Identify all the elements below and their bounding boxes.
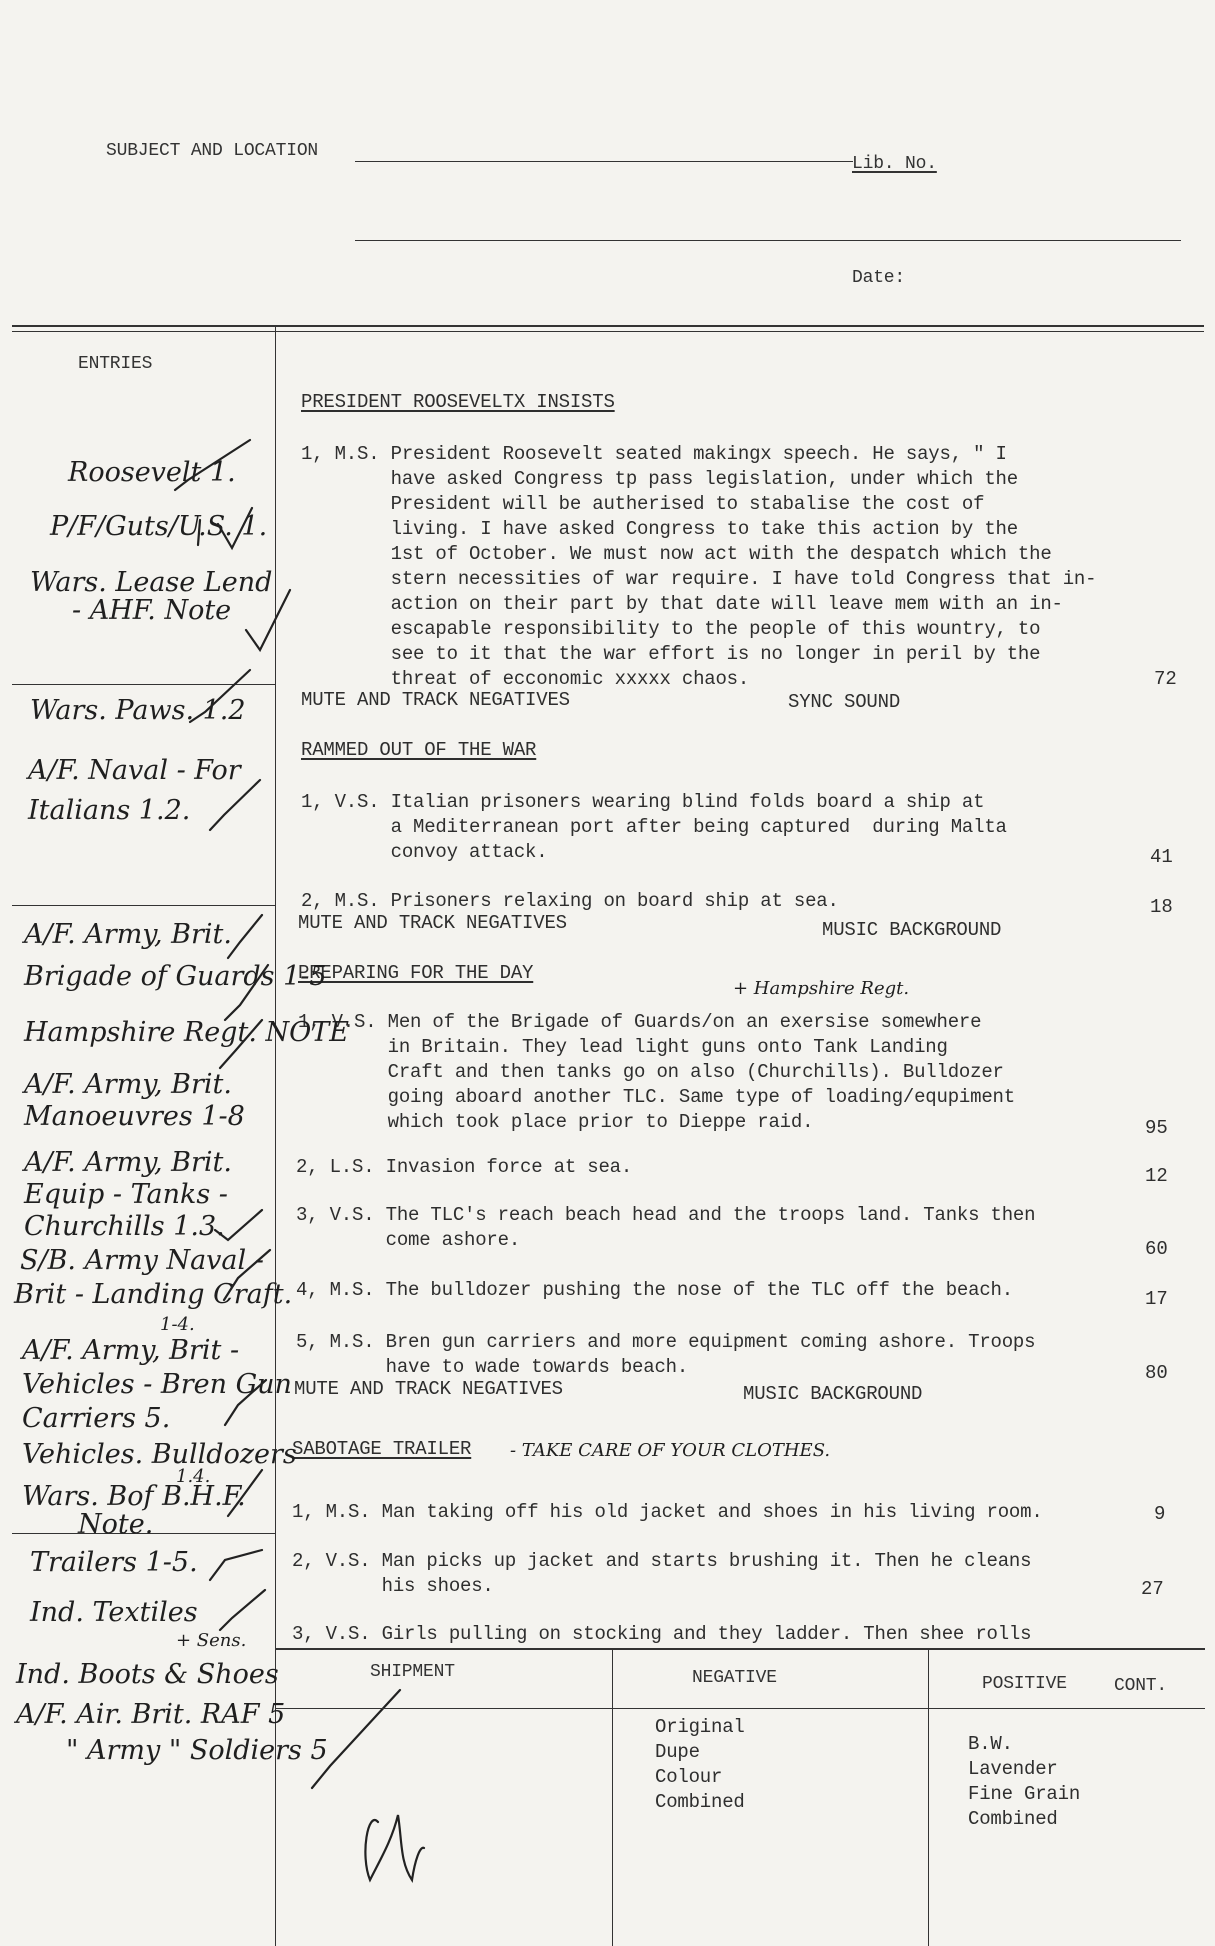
handwritten-insert: + Hampshire Regt. (733, 978, 910, 999)
handwritten-entry: Manoeuvres 1-8 (24, 1101, 245, 1132)
handwritten-entry: Trailers 1-5. (30, 1547, 198, 1578)
story-title-president-roosevelt: PRESIDENT ROOSEVELTX INSISTS (301, 391, 615, 413)
sound-label: MUSIC BACKGROUND (743, 1383, 923, 1405)
handwritten-entry: " Army " Soldiers 5 (66, 1735, 328, 1766)
handwritten-entry: 1-4. (160, 1314, 195, 1335)
negative-label: NEGATIVE (692, 1668, 777, 1688)
shipment-label: SHIPMENT (370, 1662, 455, 1682)
handwritten-entry: A/F. Army, Brit - (22, 1335, 240, 1366)
story-4-shot-3: 3, V.S. Girls pulling on stocking and they ladder. Then shee rolls (292, 1623, 1032, 1645)
footage-count: 18 (1150, 896, 1173, 918)
cont-label: CONT. (1114, 1676, 1168, 1696)
handwritten-entry: A/F. Naval - For (28, 755, 241, 786)
footage-count: 27 (1141, 1578, 1164, 1600)
tick-mark (175, 440, 250, 490)
handwritten-entry: Ind. Textiles (30, 1597, 198, 1628)
handwritten-entry: Wars. Paws. 1.2 (30, 695, 246, 726)
entries-label: ENTRIES (78, 354, 153, 374)
tick-mark (210, 1550, 262, 1580)
tick-mark (215, 1210, 262, 1240)
tick-mark (228, 1470, 262, 1516)
sound-type: MUTE AND TRACK NEGATIVES (301, 689, 570, 711)
positive-option: Lavender (968, 1758, 1058, 1780)
handwritten-entry: Brigade of Guards 1-5 (24, 961, 327, 992)
handwritten-annotation: - TAKE CARE OF YOUR CLOTHES. (510, 1440, 831, 1461)
handwritten-entry: Wars. Bof B.H.F. (22, 1481, 246, 1512)
story-title-rammed-out: RAMMED OUT OF THE WAR (301, 739, 537, 761)
sound-type: MUTE AND TRACK NEGATIVES (294, 1378, 563, 1400)
handwritten-entry: A/F. Army, Brit. (24, 1147, 232, 1178)
negative-option: Dupe (655, 1741, 700, 1763)
handwritten-entry: Italians 1.2. (28, 795, 191, 826)
handwritten-entry: P/F/Guts/U.S. 1. (50, 511, 268, 542)
positive-option: Fine Grain (968, 1783, 1081, 1805)
handwritten-entry: A/F. Army, Brit. (24, 919, 232, 950)
tick-mark (190, 670, 250, 722)
tick-mark (224, 1250, 270, 1300)
handwritten-entry: A/F. Air. Brit. RAF 5 (16, 1699, 286, 1730)
sound-label: MUSIC BACKGROUND (822, 919, 1002, 941)
handwritten-entry: Hampshire Regt. NOTE (24, 1017, 349, 1048)
footage-count: 72 (1154, 668, 1177, 690)
tick-mark (228, 915, 262, 958)
footage-count: 9 (1154, 1503, 1166, 1525)
footer-divider (928, 1648, 929, 1946)
tick-mark (225, 1380, 266, 1425)
footage-count: 12 (1145, 1165, 1168, 1187)
story-3-shot-2: 2, L.S. Invasion force at sea. (296, 1156, 633, 1178)
handwritten-entry: Brit - Landing Craft. (14, 1279, 293, 1310)
handwritten-entry: Churchills 1.3. (24, 1211, 225, 1242)
subject-location-label: SUBJECT AND LOCATION (106, 141, 319, 161)
footage-count: 17 (1145, 1288, 1168, 1310)
positive-option: Combined (968, 1808, 1058, 1830)
footage-count: 95 (1145, 1117, 1168, 1139)
tick-mark (246, 590, 290, 650)
tick-mark (218, 508, 252, 548)
handwritten-entry: A/F. Army, Brit. (24, 1069, 232, 1100)
handwritten-entry: Equip - Tanks - (24, 1179, 228, 1210)
footage-count: 80 (1145, 1362, 1168, 1384)
tick-mark (220, 1020, 262, 1068)
initials-mark (365, 1815, 424, 1880)
handwritten-entry: Note. (78, 1509, 154, 1540)
story-title-sabotage: SABOTAGE TRAILER (292, 1438, 472, 1460)
story-title-preparing: PREPARING FOR THE DAY (298, 962, 534, 984)
handwritten-entry: + Sens. (176, 1630, 247, 1651)
footer-header-rule (275, 1708, 1205, 1709)
handwritten-entry: Carriers 5. (22, 1403, 171, 1434)
handwritten-entry: Ind. Boots & Shoes (16, 1659, 279, 1690)
lib-no-label: Lib. No. (852, 154, 937, 174)
handwritten-entry: 1.4. (176, 1466, 211, 1487)
tick-mark (220, 1590, 265, 1630)
story-2-shot-2: 2, M.S. Prisoners relaxing on board ship at sea. (301, 890, 839, 912)
handwritten-entry: Vehicles - Bren Gun (22, 1369, 292, 1400)
footer-divider (612, 1648, 613, 1946)
date-label: Date: (852, 268, 906, 288)
tick-mark (210, 780, 260, 830)
handwritten-entry: Vehicles. Bulldozers (22, 1439, 297, 1470)
handwritten-entry: - AHF. Note (72, 595, 232, 626)
handwritten-entry: S/B. Army Naval - (20, 1245, 264, 1276)
tick-mark (225, 965, 268, 1020)
footage-count: 60 (1145, 1238, 1168, 1260)
sound-type: MUTE AND TRACK NEGATIVES (298, 912, 567, 934)
tick-mark (312, 1690, 400, 1788)
story-4-shot-1: 1, M.S. Man taking off his old jacket and shoes in his living room. (292, 1501, 1043, 1523)
negative-option: Combined (655, 1791, 745, 1813)
negative-option: Original (655, 1716, 745, 1738)
positive-label: POSITIVE (982, 1674, 1067, 1694)
sound-label: SYNC SOUND (788, 691, 901, 713)
positive-option: B.W. (968, 1733, 1013, 1755)
handwritten-entry: Roosevelt 1. (68, 457, 236, 488)
footer-top-rule (275, 1648, 1205, 1650)
story-3-shot-4: 4, M.S. The bulldozer pushing the nose of the TLC off the beach. (296, 1279, 1013, 1301)
negative-option: Colour (655, 1766, 723, 1788)
handwritten-entry: Wars. Lease Lend (30, 567, 273, 598)
footage-count: 41 (1150, 846, 1173, 868)
